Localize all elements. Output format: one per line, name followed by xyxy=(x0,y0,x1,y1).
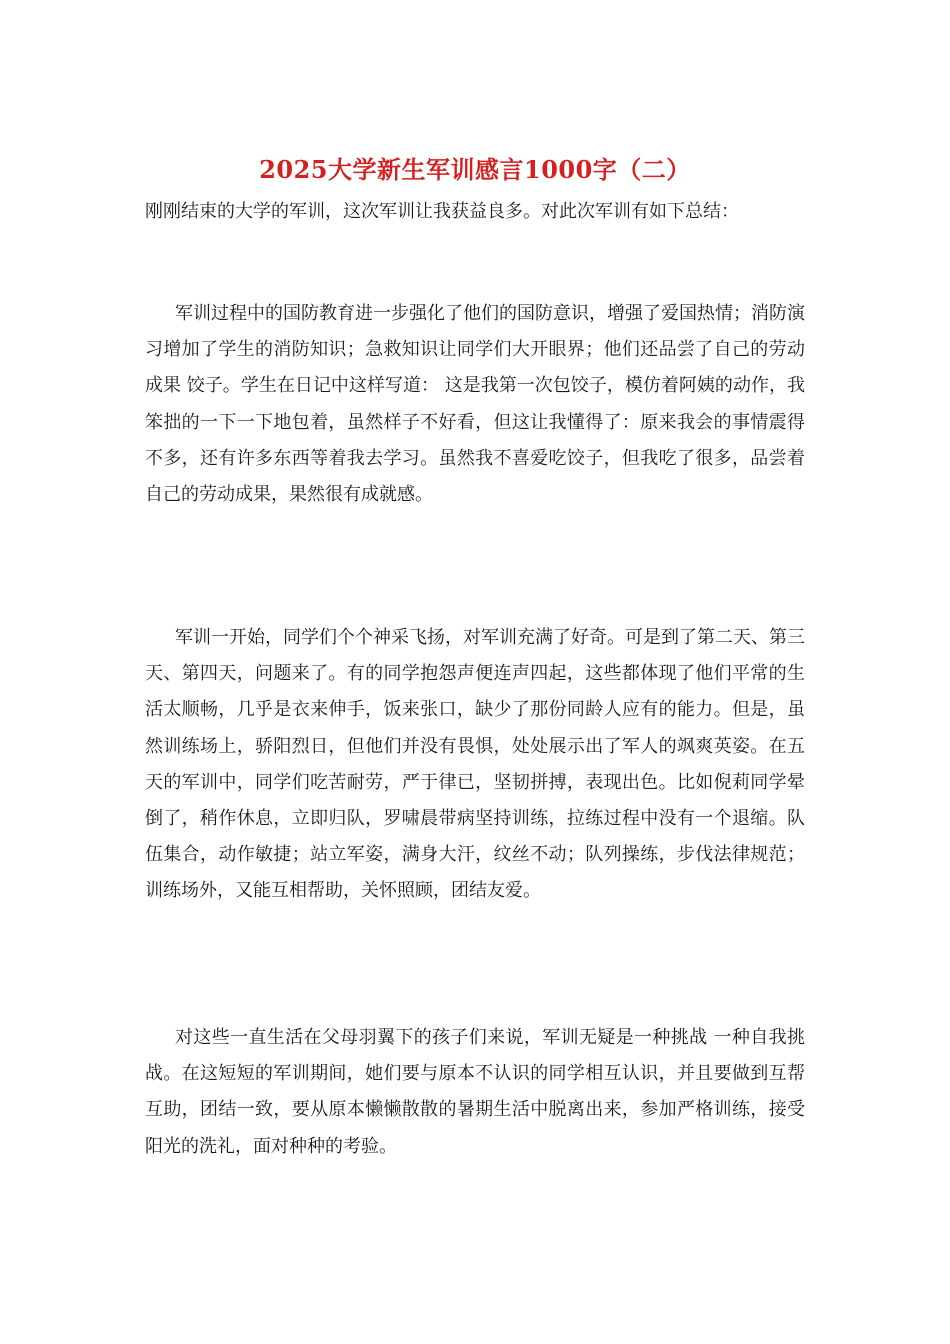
document-title: 2025大学新生军训感言1000字（二） xyxy=(259,155,691,184)
body-paragraph-2: 军训一开始，同学们个个神采飞扬，对军训充满了好奇。可是到了第二天、第三天、第四天，问题来了。有的同学抱怨声便连声四起，这些都体现了他们平常的生活太顺畅，几乎是衣来伸手，饭来张口，缺少了那份同龄人应有的能力。但是，虽然训练场上，骄阳烈日，但他们并没有畏惧，处处展示出了军人的飒爽英姿。在五天的军训中，同学们吃苦耐劳，严于律已，坚韧拼搏，表现出色。比如倪莉同学晕倒了，稍作休息，立即归队，罗啸晨带病坚持训练，拉练过程中没有一个退缩。队伍集合，动作敏捷；站立军姿，满身大汗，纹丝不动；队列操练，步伐法律规范；训练场外，又能互相帮助，关怀照顾，团结友爱。 xyxy=(145,627,805,902)
intro-paragraph: 刚刚结束的大学的军训，这次军训让我获益良多。对此次军训有如下总结： xyxy=(145,201,739,222)
body-paragraph-1: 军训过程中的国防教育进一步强化了他们的国防意识，增强了爱国热情；消防演习增加了学生的消防知识；急救知识让同学们大开眼界；他们还品尝了自己的劳动成果 饺子。学生在日记中这样写道： 这是我第一次包饺子，模仿着阿姨的动作，我笨拙的一下一下地包着，虽然样子不好看，但这让我懂得了：原来我会的事情震得不多，还有许多东西等着我去学习。虽然我不喜爱吃饺子，但我吃了很多，品尝着自己的劳动成果，果然很有成就感。 xyxy=(145,303,805,506)
body-paragraph-3: 对这些一直生活在父母羽翼下的孩子们来说，军训无疑是一种挑战 一种自我挑战。在这短短的军训期间，她们要与原本不认识的同学相互认识，并且要做到互帮互助，团结一致，要从原本懒懒散散的暑期生活中脱离出来，参加严格训练，接受阳光的洗礼，面对种种的考验。 xyxy=(145,1027,805,1157)
